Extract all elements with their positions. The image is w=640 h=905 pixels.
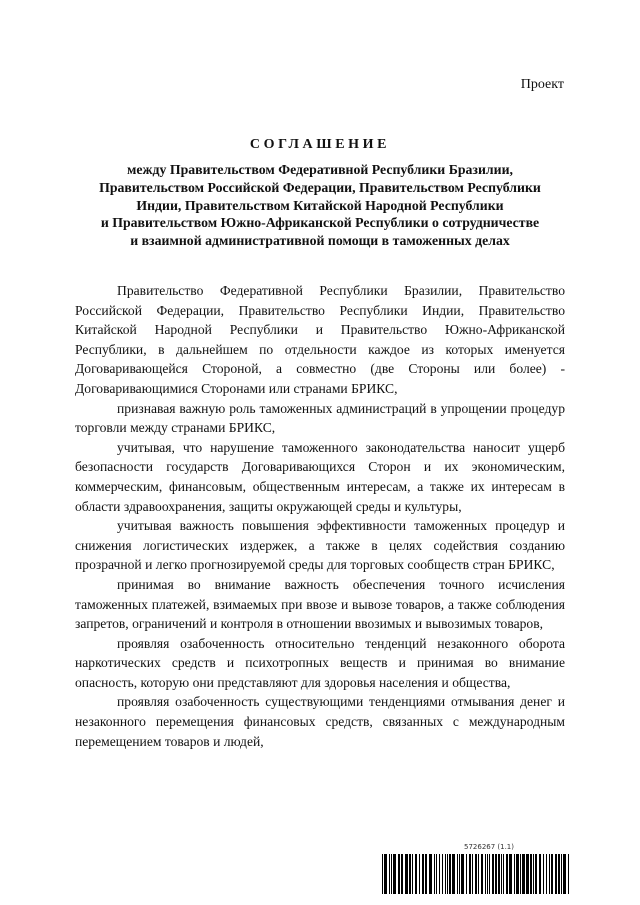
document-subtitle: [70, 161, 570, 250]
barcode-block: [382, 843, 572, 895]
subtitle-line: Правительством Российской Федерации, Правительством Республики: [99, 179, 541, 195]
subtitle-line: и Правительством Южно-Африканской Республики о сотрудничестве: [100, 215, 540, 231]
paragraph-parties: Правительство Федеративной Республики Бразилии, Правительство Российской Федерации, Правительство Республики Индии, Правительство Китайской Народной Республики и Правительство Южно-Африканской Республики, в дальнейшем по отдельности каждое из которых именуется Договаривающейся Стороной, а совместно (две Стороны или более) - Договаривающимися Сторонами или странами БРИКС,: [75, 283, 565, 396]
paragraph-recognizing: признавая важную роль таможенных администраций в упрощении процедур торговли между странами БРИКС,: [75, 400, 565, 436]
paragraph-considering-violations: учитывая, что нарушение таможенного законодательства наносит ущерб безопасности государств Договаривающихся Сторон и их экономическим, коммерческим, финансовым, общественным интересам, а также их интересам в области здравоохранения, защиты окружающей среды и культуры,: [75, 439, 565, 514]
document-title: СОГЛАШЕНИЕ: [249, 137, 391, 152]
paragraph-taking-into-account: принимая во внимание важность обеспечения точного исчисления таможенных платежей, взимаемых при ввозе и вывозе товаров, а также соблюдения запретов, ограничений и контроля в отношении ввозимых и вывозимых товаров,: [75, 576, 565, 632]
paragraph-concern-money-laundering: проявляя озабоченность существующими тенденциями отмывания денег и незаконного перемещения финансовых средств, связанных с международным перемещением товаров и людей,: [75, 694, 565, 749]
paragraph-concern-narcotics: проявляя озабоченность относительно тенденций незаконного оборота наркотических средств и психотропных веществ и принимая во внимание опасность, которую они представляют для здоровья населения и общества,: [75, 635, 565, 690]
subtitle-line: между Правительством Федеративной Республики Бразилии,: [127, 162, 513, 177]
draft-label: Проект: [520, 77, 564, 92]
barcode-image: [382, 854, 572, 894]
paragraph-considering-efficiency: учитывая важность повышения эффективности таможенных процедур и снижения логистических издержек, а также в целях содействия созданию прозрачной и легко прогнозируемой среды для торговых сообществ стран БРИКС,: [75, 518, 565, 573]
barcode-caption: 5726267 (1.1): [464, 843, 514, 851]
subtitle-line: и взаимной административной помощи в таможенных делах: [130, 233, 510, 249]
document-body: [75, 281, 565, 751]
subtitle-line: Индии, Правительством Китайской Народной Республики: [136, 197, 504, 213]
